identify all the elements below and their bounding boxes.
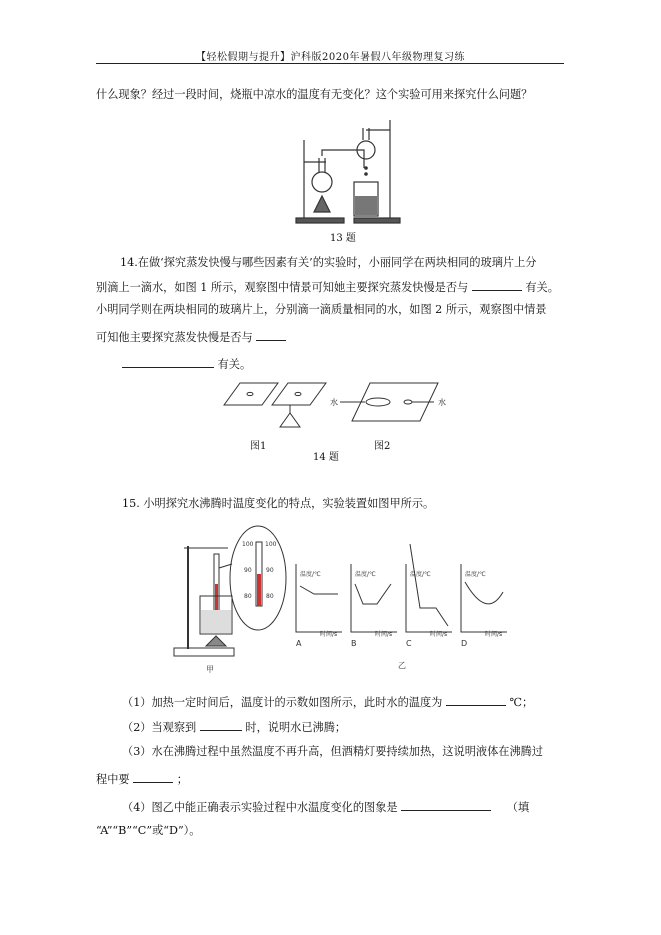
q14-figure (218, 375, 468, 437)
glass-plate-left (224, 383, 278, 405)
water-label-left: 水 (330, 398, 338, 407)
therm-right-80: 80 (266, 593, 274, 600)
q14-line-2-end: 有关。 (525, 281, 559, 294)
graph-B-xlabel: 时间/s (375, 631, 393, 638)
q15-sub-3-line-1: （3）水在沸腾过程中虽然温度不再升高，但酒精灯要持续加热，这说明液体在沸腾过 (122, 745, 544, 758)
graph-C-curve (410, 544, 448, 626)
graph-A-ylabel: 温度/℃ (300, 571, 321, 578)
therm-left-90: 90 (244, 567, 252, 574)
graph-D-name: D (461, 639, 468, 648)
graph-A-curve (300, 586, 338, 594)
q15-figure (170, 524, 510, 674)
q15-title: 15. 小明探究水沸腾时温度变化的特点，实验装置如图甲所示。 (122, 497, 435, 510)
therm-right-100: 100 (265, 541, 277, 548)
q13-apparatus-figure (290, 110, 410, 230)
q15-sub-1 (122, 694, 533, 710)
graph-A-xlabel: 时间/s (320, 631, 338, 638)
q14-answer-blank-1[interactable] (472, 279, 522, 291)
q13-text: 什么现象？经过一段时间，烧瓶中凉水的温度有无变化？这个实验可用来探究什么问题？ (96, 88, 533, 101)
water-label-right: 水 (438, 398, 446, 407)
q14-fig2-label: 图2 (374, 441, 391, 452)
graph-C-name: C (406, 639, 412, 648)
q15-sub-4 (122, 799, 529, 815)
q14-line-4-text: 可知他主要探究蒸发快慢是否与 (96, 331, 253, 344)
q14-line-2 (96, 279, 559, 295)
q15-answer-blank-2[interactable] (200, 719, 242, 731)
graph-D-ylabel: 温度/℃ (465, 571, 486, 578)
q15-sub-2-text: （2）当观察到 (122, 721, 197, 734)
q15-sub-4-end: （填 (506, 801, 530, 814)
q15-sub-3-end: ； (176, 773, 188, 786)
graph-C-ylabel: 温度/℃ (410, 571, 431, 578)
graph-C-xlabel: 时间/s (430, 631, 448, 638)
therm-left-100: 100 (242, 541, 254, 548)
q15-sub-1-text: （1）加热一定时间后，温度计的示数如图所示，此时水的温度为 (122, 696, 443, 709)
glass-plate-right (272, 383, 326, 405)
q15-answer-blank-3[interactable] (133, 771, 173, 783)
q14-line-5 (122, 356, 251, 372)
q13-figure-caption: 13 题 (330, 233, 356, 244)
fig-yi-label: 乙 (398, 661, 406, 670)
graph-B-ylabel: 温度/℃ (355, 571, 376, 578)
page-header: 【轻松假期与提升】沪科版2020年暑假八年级物理复习练 (196, 52, 465, 63)
q14-answer-blank-2a[interactable] (256, 329, 286, 341)
graph-A-name: A (296, 639, 302, 648)
q14-answer-blank-2b[interactable] (122, 356, 214, 368)
q15-sub-3-text: 程中要 (96, 773, 130, 786)
q15-sub-4-line-2: “A”“B”“C”或“D”）。 (96, 824, 201, 837)
q15-sub-2-end: 时，说明水已沸腾； (245, 721, 347, 734)
q14-figure-caption: 14 题 (313, 452, 339, 463)
q15-sub-2 (122, 719, 346, 735)
graph-D-curve (465, 582, 503, 604)
therm-right-90: 90 (266, 567, 274, 574)
fig-jia-label: 甲 (206, 665, 214, 674)
header-rule (96, 63, 564, 64)
q14-line-1: 14.在做‘探究蒸发快慢与哪些因素有关’的实验时，小丽同学在两块相同的玻璃片上分 (120, 256, 537, 269)
q15-sub-3-line-2 (96, 771, 188, 787)
q14-line-4 (96, 329, 286, 345)
q15-sub-4-text: （4）图乙中能正确表示实验过程中水温度变化的图象是 (122, 801, 398, 814)
q14-line-5-text: 有关。 (217, 358, 252, 371)
q15-answer-blank-4[interactable] (401, 799, 491, 811)
q15-sub-1-end: ℃； (509, 696, 534, 709)
q14-line-2-text: 别滴上一滴水，如图 1 所示，观察图中情景可知她主要探究蒸发快慢是否与 (96, 281, 469, 294)
q15-answer-blank-1[interactable] (446, 694, 506, 706)
graph-D-xlabel: 时间/s (485, 631, 503, 638)
q14-line-3: 小明同学则在两块相同的玻璃片上，分别滴一滴质量相同的水，如图 2 所示，观察图中情景 (96, 303, 547, 316)
graph-B-curve (355, 584, 391, 604)
q14-fig1-label: 图1 (250, 441, 267, 452)
therm-left-80: 80 (244, 593, 252, 600)
graph-B-name: B (351, 639, 357, 648)
